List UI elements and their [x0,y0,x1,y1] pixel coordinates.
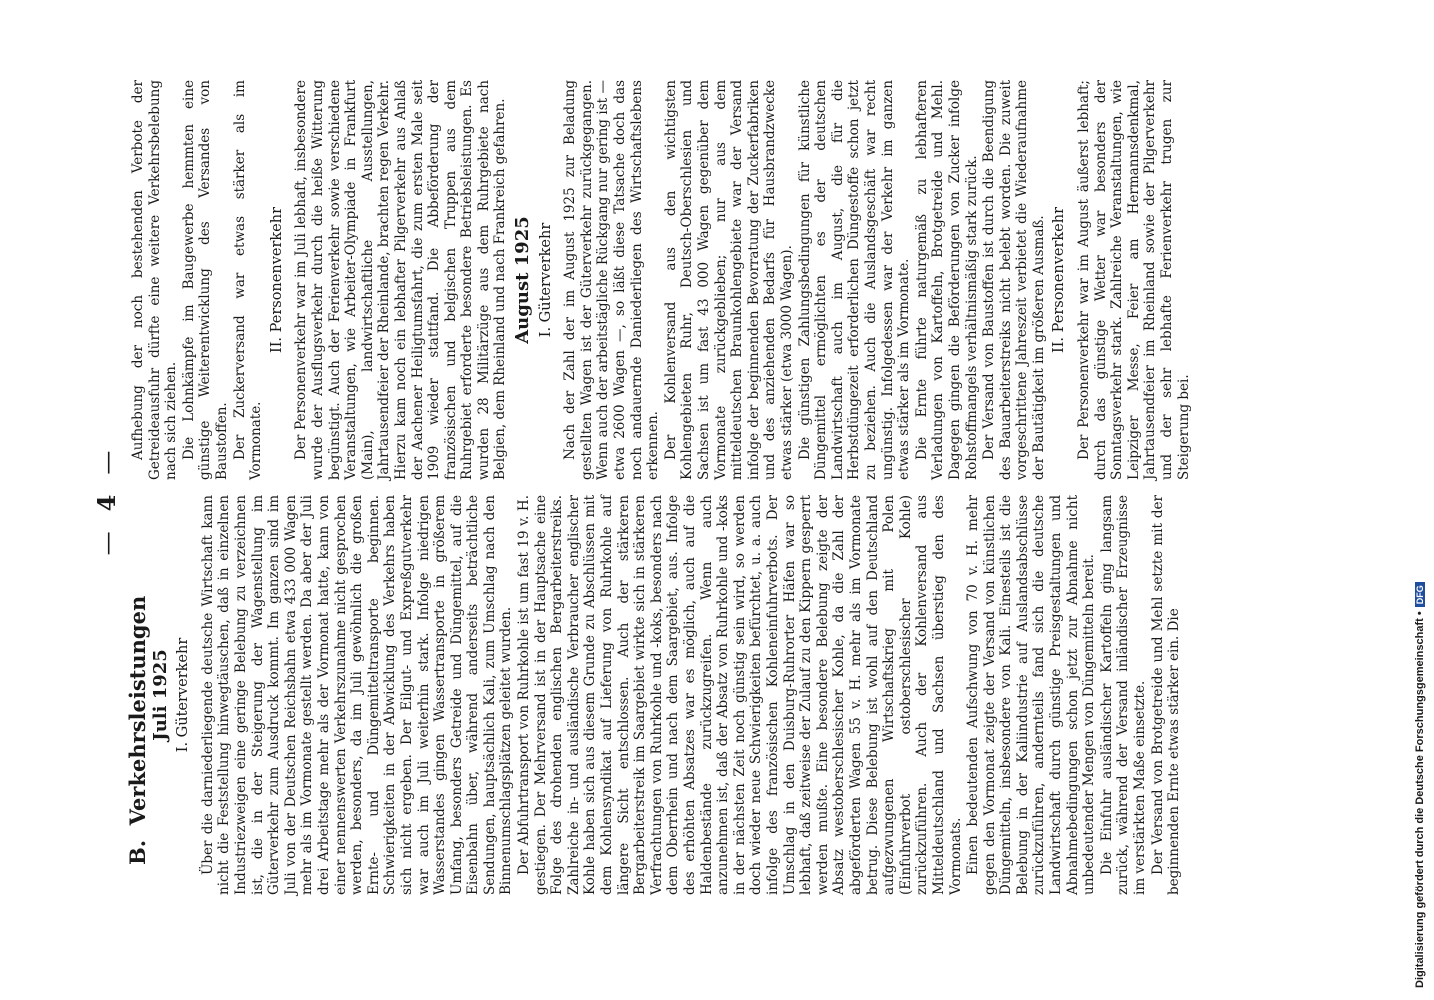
dfg-logo: DFG [1415,582,1425,607]
paragraph: Aufhebung der noch bestehenden Verbote der Getreideausfuhr dürfte eine weitere Verkehrsbelebung nach sich ziehen. [130,80,180,480]
paragraph: Der Abfuhrtransport von Ruhrkohle ist um fast 19 v. H. gestiegen. Der Mehrversand ist in der Hauptsache eine Folge des drohenden englischen Bergarbeiterstreiks. Zahlreiche in- und ausländische Verbraucher englischer Kohle haben sich aus diesem Grunde zu Abschlüssen mit dem Kohlensyndikat auf Lieferung von Ruhrkohle auf längere Sicht entschlossen. Auch der stärkeren Bergarbeiterstreik im Saargebiet wirkte sich in stärkeren Verfrachtungen von Ruhrkohle und -koks, besonders nach dem Oberrhein und nach dem Saargebiet, aus. Infolge des erhöhten Absatzes war es möglich, auch auf die Haldenbestände zurückzugreifen. Wenn auch anzunehmen ist, daß der Absatz von Ruhrkohle und -koks in der nächsten Zeit noch günstig sein wird, so werden doch wieder neue Schwierigkeiten befürchtet, u. a. auch infolge des französischen Kohleneinfuhrverbots. Der Umschlag in den Duisburg-Ruhrorter Häfen war so lebhaft, daß zeitweise der Zulauf zu den Kippern gesperrt werden mußte. Eine besondere Belebung zeigte der Absatz westoberschlesischer Kohle, da die Zahl der abgeförderten Wagen 55 v. H. mehr als im Vormonate betrug. Diese Belebung ist wohl auf den Deutschland aufgezwungenen Wirtschaftskrieg mit Polen (Einfuhrverbot ostoberschlesischer Kohle) zurückzuführen. Auch der Kohlenversand aus Mitteldeutschland und Sachsen überstieg den des Vormonats. [516,495,964,895]
paragraph: Der Versand von Brotgetreide und Mehl setzte mit der beginnenden Ernte etwas stärker ein. Die [1149,495,1183,895]
month-heading-august: August 1925 [512,216,534,344]
paragraph: Einen bedeutenden Aufschwung von 70 v. H. mehr gegen den Vormonat zeigte der Versand von künstlichen Düngemitteln, insbesondere von Kali. Einesteils ist die Belebung in der Kaliindustrie auf Auslandsabschlüsse zurückzuführen, andernteils fand sich die deutsche Landwirtschaft durch günstige Preisgestaltungen und Abnahmebedingungen schon jetzt zur Abnahme nicht unbedeutender Mengen von Düngemitteln bereit. [965,495,1098,895]
paragraph: Die Ernte führte naturgemäß zu lebhafteren Verladungen von Kartoffeln, Brotgetreide und Mehl. Dagegen gingen die Beförderungen von Zucker infolge Rohstoffmangels verhältnismäßig stark zurück. [913,80,980,480]
paragraph: Die Lohnkämpfe im Baugewerbe hemmten eine günstige Weiterentwicklung des Versandes von Baustoffen. [180,80,230,480]
paragraph: Nach der Zahl der im August 1925 zur Beladung gestellten Wagen ist der Güterverkehr zurückgegangen. Wenn auch der arbeitstägliche Rückgang nur gering ist — etwa 2600 Wagen —, so läßt diese Tatsache doch das noch andauernde Daniederliegen des Wirtschaftslebens erkennen. [562,80,662,480]
persons-heading-july: II. Personenverkehr [268,206,285,354]
persons-heading-august: II. Personenverkehr [1051,206,1068,354]
month-heading-july: Juli 1925 [149,649,171,741]
left-column [125,495,1183,895]
section-heading: B. Verkehrsleistungen [125,595,150,865]
page-number: 4 [92,488,121,512]
paragraph: Der Kohlenversand aus den wichtigsten Kohlengebieten Ruhr, Deutsch-Oberschlesien und Sachsen ist um fast 43 000 Wagen gegenüber dem Vormonate zurückgeblieben; nur aus dem mitteldeutschen Braunkohlengebiete war der Versand infolge der beginnenden Bevorratung der Zuckerfabriken und des anziehenden Bedarfs für Hausbrandzwecke etwas stärker (etwa 3000 Wagen). [662,80,795,480]
right-column [130,80,1192,480]
paragraph: Der Zuckerversand war etwas stärker als im Vormonate. [231,80,265,480]
paragraph: Über die darniederliegende deutsche Wirtschaft kann nicht die Feststellung hinwegtäuschen, daß in einzelnen Industriezweigen eine geringe Belebung zu verzeichnen ist, die in der Steigerung der Wagenstellung im Güterverkehr zum Ausdruck kommt. Im ganzen sind im Juli von der Deutschen Reichsbahn etwa 433 000 Wagen mehr als im Vormonate gestellt werden. Da aber der Juli drei Arbeitstage mehr als der Vormonat hatte, kann von einer nennenswerten Verkehrszunahme nicht gesprochen werden, besonders, da im Juli gewöhnlich die großen Ernte- und Düngemitteltransporte beginnen. Schwierigkeiten in der Abwicklung des Verkehrs haben sich nicht ergeben. Der Eilgut- und Expreßgutverkehr war auch im Juli weiterhin stark. Infolge niedrigen Wasserstandes gingen Wassertransporte in größerem Umfang, besonders Getreide und Düngemittel, auf die Eisenbahn über, während anderseits beträchtliche Sendungen, hauptsächlich Kali, zum Umschlag nach den Binnenumschlagsplätzen geleitet wurden. [199,495,515,895]
paragraph: Der Versand von Baustoffen ist durch die Beendigung des Bauarbeiterstreiks nicht belebt worden. Die zuweit vorgeschrittene Jahreszeit verbietet die Wiederaufnahme der Bautätigkeit im größeren Ausmaß. [981,80,1047,480]
paragraph: Die günstigen Zahlungsbedingungen für künstliche Düngemittel ermöglichten es der deutschen Landwirtschaft auch im August, die für die Herbstdüngezeit erforderlichen Düngestoffe schon jetzt zu beziehen. Auch die Auslandsgeschäft war recht ungünstig. Infolgedessen war der Verkehr im ganzen etwas stärker als im Vormonate. [796,80,913,480]
digitization-credit [1410,0,1434,1000]
credit-text: Digitalisierung gefördert durch die Deutsche Forschungsgemeinschaft • [1414,611,1426,988]
page-header: —4— [92,444,121,556]
goods-heading-july: I. Güterverkehr [175,637,192,753]
paragraph: Die Einfuhr ausländischer Kartoffeln ging langsam zurück, während der Versand inländischer Erzeugnisse im verstärkten Maße einsetzte. [1098,495,1149,895]
paragraph: Der Personenverkehr war im August äußerst lebhaft; durch das günstige Wetter war besonders der Sonntagsverkehr stark. Zahlreiche Veranstaltungen, wie Leipziger Messe, Feier am Hermannsdenkmal, Jahrtausendfeier im Rheinland sowie der Pilgerverkehr und der sehr lebhafte Ferienverkehr trugen zur Steigerung bei. [1076,80,1192,480]
goods-heading-august: I. Güterverkehr [537,222,554,338]
paragraph: Der Personenverkehr war im Juli lebhaft, insbesondere wurde der Ausflugsverkehr durch die heiße Witterung begünstigt. Auch der Ferienverkehr sowie verschiedene Veranstaltungen, wie Arbeiter-Olympiade in Frankfurt (Main), landwirtschaftliche Ausstellungen, Jahrtausendfeier der Rheinlande, brachten regen Verkehr. Hierzu kam noch ein lebhafter Pilgerverkehr aus Anlaß der Aachener Heiligtumsfahrt, die zum ersten Male seit 1909 wieder stattfand. Die Abbeförderung der französischen und belgischen Truppen aus dem Ruhrgebiet erforderte besondere Betriebsleistungen. Es wurden 28 Militärzüge aus dem Ruhrgebiete nach Belgien, dem Rheinland und nach Frankreich gefahren. [293,80,509,480]
